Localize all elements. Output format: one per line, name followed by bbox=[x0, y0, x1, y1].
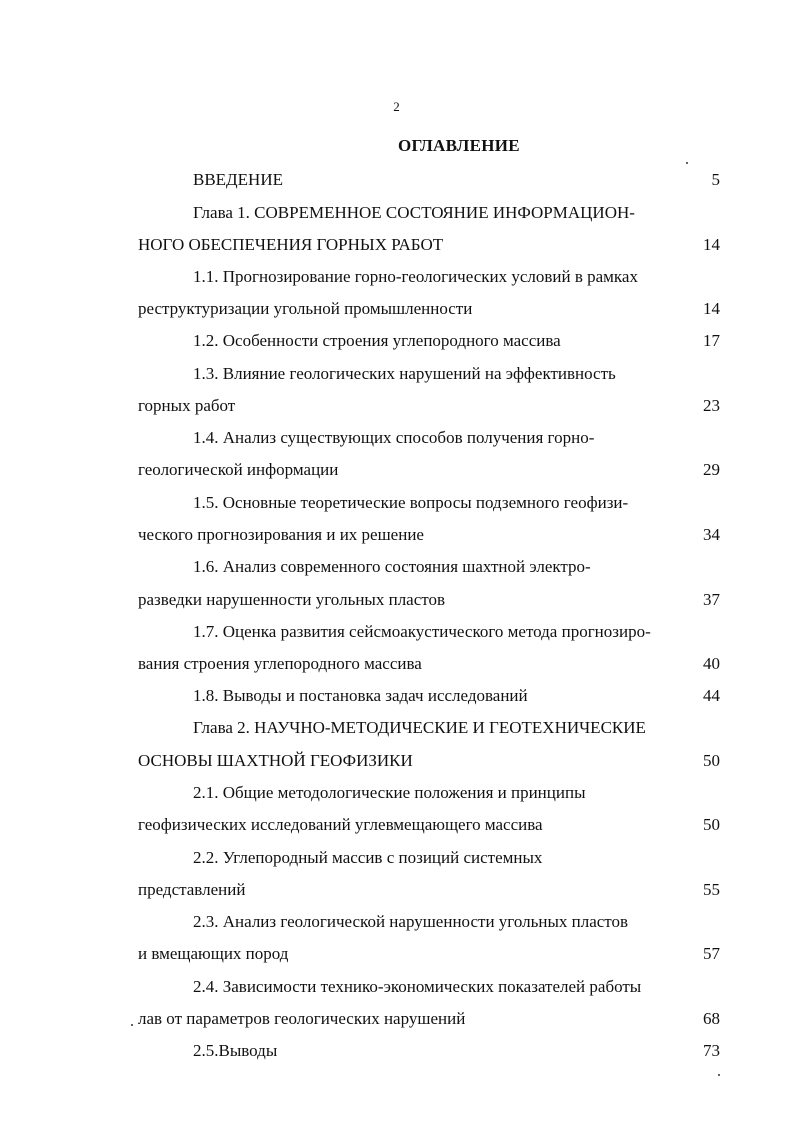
toc-entry-1-5: 1.5. Основные теоретические вопросы подземного геофизи- bbox=[193, 493, 629, 512]
toc-entry-1-5-cont: ческого прогнозирования и их решение bbox=[138, 525, 424, 544]
toc-page-1-3: 23 bbox=[703, 396, 720, 415]
toc-title: ОГЛАВЛЕНИЕ bbox=[398, 136, 520, 155]
scan-speck bbox=[131, 1024, 133, 1026]
toc-entry-1-8: 1.8. Выводы и постановка задач исследований bbox=[193, 686, 528, 705]
toc-entry-2-2: 2.2. Углепородный массив с позиций системных bbox=[193, 848, 543, 867]
toc-page-2-4: 68 bbox=[703, 1009, 720, 1028]
toc-page-chapter-1: 14 bbox=[703, 235, 720, 254]
toc-entry-chapter-1-cont: НОГО ОБЕСПЕЧЕНИЯ ГОРНЫХ РАБОТ bbox=[138, 235, 444, 254]
toc-page-1-5: 34 bbox=[703, 525, 720, 544]
page-number: 2 bbox=[393, 99, 400, 114]
toc-entry-1-3-cont: горных работ bbox=[138, 396, 236, 415]
toc-entry-1-7: 1.7. Оценка развития сейсмоакустического метода прогнозиро- bbox=[193, 622, 651, 641]
toc-page-1-6: 37 bbox=[703, 590, 720, 609]
toc-entry-1-3: 1.3. Влияние геологических нарушений на эффективность bbox=[193, 364, 616, 383]
toc-entry-1-7-cont: вания строения углепородного массива bbox=[138, 654, 422, 673]
toc-entry-2-3-cont: и вмещающих пород bbox=[138, 944, 289, 963]
toc-page-intro: 5 bbox=[711, 170, 720, 189]
scan-speck bbox=[686, 162, 688, 164]
toc-entry-intro: ВВЕДЕНИЕ bbox=[193, 170, 283, 189]
toc-entry-2-4: 2.4. Зависимости технико-экономических показателей работы bbox=[193, 977, 642, 996]
toc-entry-2-2-cont: представлений bbox=[138, 880, 246, 899]
toc-page-2-2: 55 bbox=[703, 880, 720, 899]
toc-entry-1-6: 1.6. Анализ современного состояния шахтной электро- bbox=[193, 557, 591, 576]
toc-entry-2-3: 2.3. Анализ геологической нарушенности угольных пластов bbox=[193, 912, 629, 931]
toc-entry-2-1-cont: геофизических исследований углевмещающего массива bbox=[138, 815, 543, 834]
toc-page-1-4: 29 bbox=[703, 460, 720, 479]
toc-entry-2-4-cont: лав от параметров геологических нарушений bbox=[138, 1009, 466, 1028]
toc-page-2-3: 57 bbox=[703, 944, 720, 963]
toc-entry-1-6-cont: разведки нарушенности угольных пластов bbox=[138, 590, 445, 609]
toc-page-1-1: 14 bbox=[703, 299, 720, 318]
toc-entry-chapter-2-cont: ОСНОВЫ ШАХТНОЙ ГЕОФИЗИКИ bbox=[138, 751, 413, 770]
toc-entry-1-2: 1.2. Особенности строения углепородного массива bbox=[193, 331, 561, 350]
toc-page-2-1: 50 bbox=[703, 815, 720, 834]
toc-page-1-2: 17 bbox=[703, 331, 720, 350]
toc-entry-2-1: 2.1. Общие методологические положения и принципы bbox=[193, 783, 586, 802]
toc-entry-chapter-1: Глава 1. СОВРЕМЕННОЕ СОСТОЯНИЕ ИНФОРМАЦИОН- bbox=[193, 203, 635, 222]
toc-entry-chapter-2: Глава 2. НАУЧНО-МЕТОДИЧЕСКИЕ И ГЕОТЕХНИЧЕСКИЕ bbox=[193, 718, 646, 737]
toc-page-1-8: 44 bbox=[703, 686, 720, 705]
toc-entry-1-1: 1.1. Прогнозирование горно-геологических условий в рамках bbox=[193, 267, 638, 286]
toc-page-2-5: 73 bbox=[703, 1041, 720, 1060]
scan-speck bbox=[718, 1074, 720, 1076]
toc-entry-1-4-cont: геологической информации bbox=[138, 460, 339, 479]
toc-entry-2-5: 2.5.Выводы bbox=[193, 1041, 278, 1060]
toc-page-chapter-2: 50 bbox=[703, 751, 720, 770]
toc-page-1-7: 40 bbox=[703, 654, 720, 673]
toc-entry-1-1-cont: реструктуризации угольной промышленности bbox=[138, 299, 473, 318]
toc-entry-1-4: 1.4. Анализ существующих способов получения горно- bbox=[193, 428, 595, 447]
